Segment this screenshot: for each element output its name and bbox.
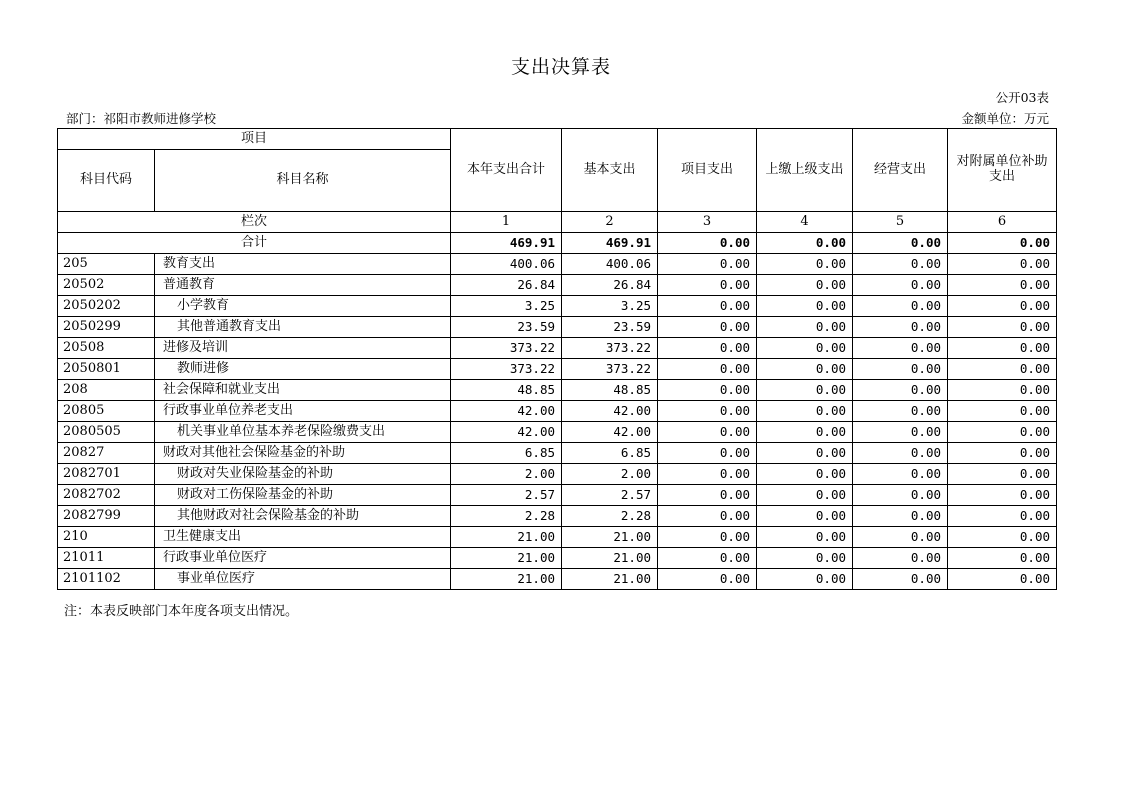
amount-cell: 0.00 <box>853 548 948 569</box>
amount-cell: 0.00 <box>658 506 757 527</box>
amount-cell: 0.00 <box>757 359 853 380</box>
subject-name: 行政事业单位医疗 <box>155 548 451 569</box>
amount-cell: 0.00 <box>853 422 948 443</box>
amount-cell: 0.00 <box>948 548 1057 569</box>
header-name: 科目名称 <box>155 150 451 212</box>
subject-name: 事业单位医疗 <box>155 569 451 590</box>
amount-cell: 2.57 <box>562 485 658 506</box>
amount-cell: 0.00 <box>853 401 948 422</box>
amount-cell: 42.00 <box>451 422 562 443</box>
amount-cell: 0.00 <box>658 359 757 380</box>
subject-code: 21011 <box>58 548 155 569</box>
subject-name: 财政对其他社会保险基金的补助 <box>155 443 451 464</box>
total-value: 469.91 <box>562 233 658 254</box>
amount-cell: 48.85 <box>451 380 562 401</box>
header-col-6: 对附属单位补助支出 <box>948 129 1057 212</box>
amount-cell: 21.00 <box>451 527 562 548</box>
amount-cell: 0.00 <box>853 443 948 464</box>
amount-cell: 0.00 <box>757 380 853 401</box>
subject-name: 行政事业单位养老支出 <box>155 401 451 422</box>
total-label: 合计 <box>58 233 451 254</box>
subject-code: 2082701 <box>58 464 155 485</box>
amount-cell: 373.22 <box>562 359 658 380</box>
table-row <box>58 359 1057 380</box>
amount-cell: 21.00 <box>562 569 658 590</box>
amount-cell: 21.00 <box>451 569 562 590</box>
subject-name: 社会保障和就业支出 <box>155 380 451 401</box>
subject-name: 进修及培训 <box>155 338 451 359</box>
subject-code: 2050801 <box>58 359 155 380</box>
table-row <box>58 380 1057 401</box>
amount-cell: 373.22 <box>562 338 658 359</box>
amount-cell: 0.00 <box>658 527 757 548</box>
total-value: 469.91 <box>451 233 562 254</box>
header-col-4: 上缴上级支出 <box>757 129 853 212</box>
amount-cell: 0.00 <box>757 338 853 359</box>
subject-code: 205 <box>58 254 155 275</box>
amount-cell: 0.00 <box>757 527 853 548</box>
amount-cell: 0.00 <box>853 569 948 590</box>
amount-cell: 26.84 <box>562 275 658 296</box>
subject-code: 20827 <box>58 443 155 464</box>
amount-cell: 2.57 <box>451 485 562 506</box>
amount-cell: 373.22 <box>451 338 562 359</box>
amount-cell: 0.00 <box>658 338 757 359</box>
amount-cell: 0.00 <box>948 317 1057 338</box>
table-row <box>58 464 1057 485</box>
amount-cell: 0.00 <box>757 485 853 506</box>
amount-cell: 0.00 <box>948 296 1057 317</box>
subject-code: 2080505 <box>58 422 155 443</box>
amount-cell: 0.00 <box>658 464 757 485</box>
amount-cell: 0.00 <box>757 569 853 590</box>
table-row <box>58 548 1057 569</box>
row-index-3: 3 <box>658 212 757 233</box>
amount-cell: 0.00 <box>948 485 1057 506</box>
amount-cell: 2.28 <box>451 506 562 527</box>
amount-cell: 0.00 <box>757 401 853 422</box>
amount-cell: 21.00 <box>562 527 658 548</box>
row-index-2: 2 <box>562 212 658 233</box>
subject-code: 20805 <box>58 401 155 422</box>
subject-code: 2050202 <box>58 296 155 317</box>
table-row <box>58 254 1057 275</box>
amount-cell: 2.00 <box>451 464 562 485</box>
amount-cell: 0.00 <box>948 443 1057 464</box>
amount-cell: 0.00 <box>948 254 1057 275</box>
amount-cell: 0.00 <box>853 485 948 506</box>
subject-code: 20502 <box>58 275 155 296</box>
header-project: 项目 <box>58 129 451 150</box>
amount-cell: 0.00 <box>658 254 757 275</box>
header-col-2: 基本支出 <box>562 129 658 212</box>
subject-name: 小学教育 <box>155 296 451 317</box>
row-index-5: 5 <box>853 212 948 233</box>
header-col-3: 项目支出 <box>658 129 757 212</box>
amount-cell: 0.00 <box>948 401 1057 422</box>
amount-cell: 0.00 <box>948 527 1057 548</box>
amount-cell: 0.00 <box>757 548 853 569</box>
amount-cell: 0.00 <box>757 317 853 338</box>
amount-cell: 0.00 <box>948 464 1057 485</box>
amount-unit-label: 金额单位：万元 <box>961 111 1049 126</box>
amount-cell: 373.22 <box>451 359 562 380</box>
amount-cell: 0.00 <box>658 485 757 506</box>
table-row <box>58 443 1057 464</box>
expenditure-table <box>57 128 1057 590</box>
amount-cell: 0.00 <box>948 338 1057 359</box>
amount-cell: 42.00 <box>451 401 562 422</box>
amount-cell: 0.00 <box>948 359 1057 380</box>
subject-name: 财政对工伤保险基金的补助 <box>155 485 451 506</box>
subject-name: 其他普通教育支出 <box>155 317 451 338</box>
amount-cell: 0.00 <box>658 443 757 464</box>
department-label: 部门：祁阳市教师进修学校 <box>66 111 217 126</box>
amount-cell: 0.00 <box>948 569 1057 590</box>
total-value: 0.00 <box>853 233 948 254</box>
amount-cell: 0.00 <box>658 569 757 590</box>
total-value: 0.00 <box>658 233 757 254</box>
amount-cell: 26.84 <box>451 275 562 296</box>
header-code: 科目代码 <box>58 150 155 212</box>
table-row <box>58 485 1057 506</box>
subject-code: 2101102 <box>58 569 155 590</box>
subject-code: 2082799 <box>58 506 155 527</box>
amount-cell: 6.85 <box>562 443 658 464</box>
amount-cell: 21.00 <box>562 548 658 569</box>
amount-cell: 0.00 <box>853 338 948 359</box>
amount-cell: 0.00 <box>757 422 853 443</box>
page-title: 支出决算表 <box>510 56 611 78</box>
subject-name: 卫生健康支出 <box>155 527 451 548</box>
amount-cell: 0.00 <box>853 464 948 485</box>
amount-cell: 0.00 <box>658 401 757 422</box>
amount-cell: 42.00 <box>562 422 658 443</box>
table-row <box>58 401 1057 422</box>
subject-name: 教师进修 <box>155 359 451 380</box>
amount-cell: 0.00 <box>658 422 757 443</box>
amount-cell: 23.59 <box>562 317 658 338</box>
amount-cell: 0.00 <box>757 275 853 296</box>
amount-cell: 3.25 <box>562 296 658 317</box>
amount-cell: 21.00 <box>451 548 562 569</box>
amount-cell: 42.00 <box>562 401 658 422</box>
amount-cell: 2.00 <box>562 464 658 485</box>
header-col-5: 经营支出 <box>853 129 948 212</box>
amount-cell: 0.00 <box>658 317 757 338</box>
total-value: 0.00 <box>948 233 1057 254</box>
amount-cell: 0.00 <box>757 443 853 464</box>
header-col-1: 本年支出合计 <box>451 129 562 212</box>
subject-code: 2082702 <box>58 485 155 506</box>
form-number: 公开03表 <box>995 90 1049 105</box>
amount-cell: 0.00 <box>757 506 853 527</box>
amount-cell: 0.00 <box>853 317 948 338</box>
amount-cell: 0.00 <box>853 359 948 380</box>
amount-cell: 0.00 <box>757 254 853 275</box>
subject-code: 2050299 <box>58 317 155 338</box>
table-row <box>58 296 1057 317</box>
table-row <box>58 527 1057 548</box>
table-row <box>58 569 1057 590</box>
amount-cell: 0.00 <box>948 275 1057 296</box>
amount-cell: 400.06 <box>562 254 658 275</box>
amount-cell: 0.00 <box>853 254 948 275</box>
amount-cell: 3.25 <box>451 296 562 317</box>
table-row <box>58 422 1057 443</box>
table-row <box>58 338 1057 359</box>
amount-cell: 48.85 <box>562 380 658 401</box>
subject-name: 财政对失业保险基金的补助 <box>155 464 451 485</box>
amount-cell: 6.85 <box>451 443 562 464</box>
amount-cell: 0.00 <box>853 296 948 317</box>
subject-name: 其他财政对社会保险基金的补助 <box>155 506 451 527</box>
table-row <box>58 317 1057 338</box>
subject-name: 教育支出 <box>155 254 451 275</box>
table-row <box>58 506 1057 527</box>
amount-cell: 23.59 <box>451 317 562 338</box>
amount-cell: 0.00 <box>853 275 948 296</box>
subject-name: 普通教育 <box>155 275 451 296</box>
amount-cell: 0.00 <box>948 506 1057 527</box>
table-row <box>58 275 1057 296</box>
total-value: 0.00 <box>757 233 853 254</box>
amount-cell: 0.00 <box>658 380 757 401</box>
amount-cell: 0.00 <box>658 296 757 317</box>
row-index-1: 1 <box>451 212 562 233</box>
subject-code: 20508 <box>58 338 155 359</box>
header-row-index-label: 栏次 <box>58 212 451 233</box>
amount-cell: 0.00 <box>853 506 948 527</box>
amount-cell: 0.00 <box>757 296 853 317</box>
amount-cell: 0.00 <box>948 422 1057 443</box>
subject-name: 机关事业单位基本养老保险缴费支出 <box>155 422 451 443</box>
amount-cell: 2.28 <box>562 506 658 527</box>
footnote: 注：本表反映部门本年度各项支出情况。 <box>64 604 299 619</box>
subject-code: 210 <box>58 527 155 548</box>
amount-cell: 0.00 <box>948 380 1057 401</box>
amount-cell: 0.00 <box>757 464 853 485</box>
total-row <box>58 233 1057 254</box>
amount-cell: 0.00 <box>853 527 948 548</box>
amount-cell: 0.00 <box>853 380 948 401</box>
amount-cell: 0.00 <box>658 548 757 569</box>
subject-code: 208 <box>58 380 155 401</box>
row-index-6: 6 <box>948 212 1057 233</box>
amount-cell: 0.00 <box>658 275 757 296</box>
amount-cell: 400.06 <box>451 254 562 275</box>
row-index-4: 4 <box>757 212 853 233</box>
